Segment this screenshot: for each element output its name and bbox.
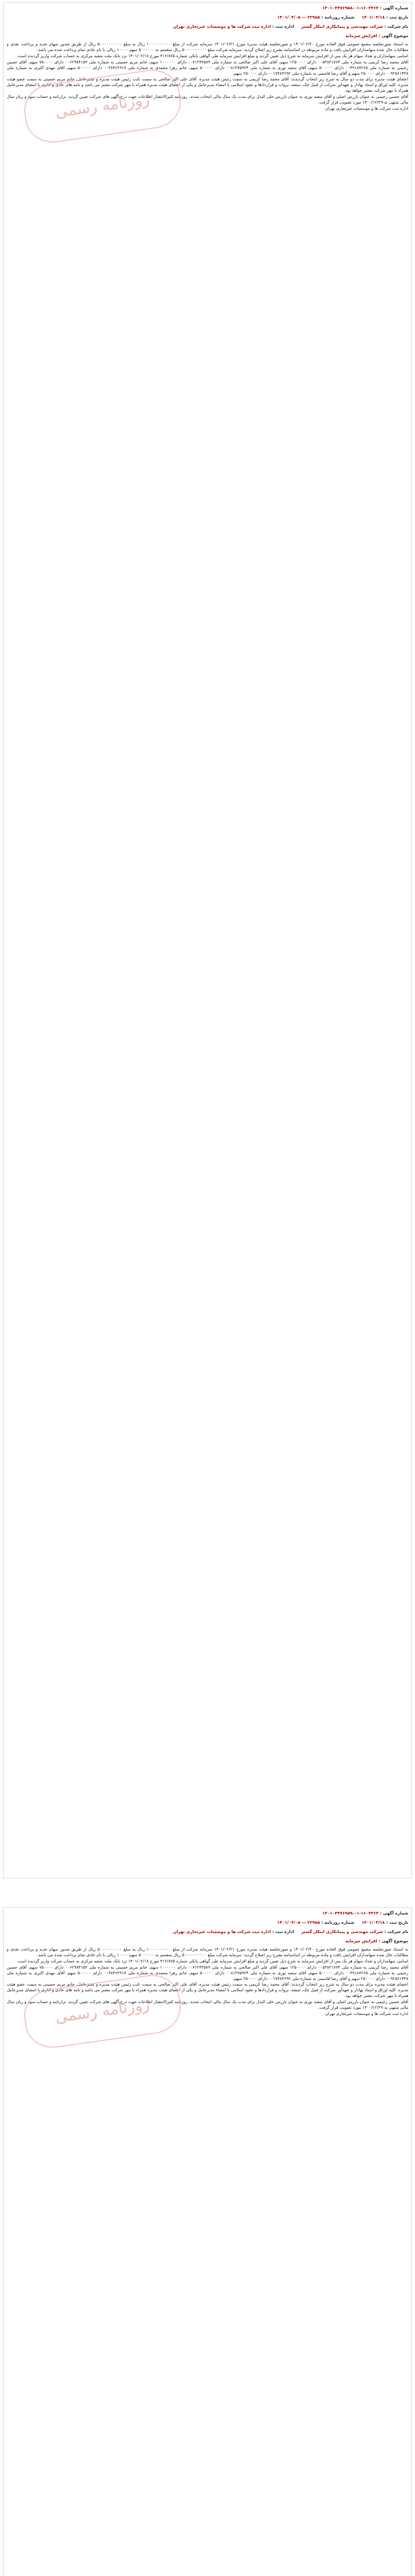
company-value: شرکت مهندسی و پیمانکاری ابتکار گستر bbox=[301, 24, 383, 29]
serial-label: شماره آگهی : bbox=[379, 6, 408, 10]
notice-meta bbox=[4, 1908, 411, 1946]
paragraph: آقای محمد رضا کریمی به شماره ملی ۰۰۵۳۸۲۱۷۶۴ دارای ۱۲۵۰۰۰۰ سهم، آقای علی اکبر صالحی به شماره ملی ۰۰۷۱۲۴۳۵۸۹ دارای ۱۰۰۰۰۰۰ سهم، خانم مریم حسینی به شماره ملی ۰۰۶۲۹۸۴۱۵۳ دارای ۷۵۰۰۰۰ سهم، آقای حسین رحیمی به شماره ملی ۰۰۴۹۱۸۷۲۶۵ دارای ۵۰۰۰۰۰ سهم، آقای سعید نوری به شماره ملی ۰۰۸۱۳۷۵۹۲۴ دارای ۵۰۰۰۰۰ سهم، خانم زهرا محمدی به شماره ملی ۰۰۳۸۴۶۲۹۱۷ دارای ۵۰۰۰۰۰ سهم، آقای مهدی اکبری به شماره ملی ۰۰۹۲۵۶۱۴۳۸ دارای ۲۵۰۰۰۰ سهم و آقای رضا قاسمی به شماره ملی ۰۰۱۷۴۸۳۶۹۲ دارای ۲۵۰۰۰۰ سهم. bbox=[7, 1964, 409, 1981]
paragraph: به استناد صورتجلسه مجمع عمومی فوق العاده مورخ ۱۴۰۱/۰۲/۲۰ و صورتجلسه هیئت مدیره مورخ ۱۴۰۱/۰۲/۲۱ سرمایه شرکت از مبلغ ۱۰۰۰۰۰۰۰۰۰۰ ریال به مبلغ ۵۰۰۰۰۰۰۰۰۰۰ ریال از طریق صدور سهام جدید و پرداخت نقدی و مطالبات حال شده سهامداران افزایش یافت و ماده مربوطه در اساسنامه بشرح زیر اصلاح گردید: سرمایه شرکت مبلغ ۵۰۰۰۰۰۰۰۰۰۰ ریال منقسم به ۵۰۰۰۰۰۰ سهم ۱۰۰۰۰ ریالی با نام عادی تمام پرداخت شده می باشد. bbox=[7, 1947, 408, 1957]
company-value: شرکت مهندسی و پیمانکاری ابتکار گستر bbox=[301, 1929, 383, 1934]
subject-value: افزایش سرمایه bbox=[345, 33, 377, 38]
notice-separator bbox=[0, 1878, 415, 1906]
newspaper-value: ۲۲۹۸۵ — ۱۴۰۱/۰۴/۰۵ bbox=[277, 1920, 320, 1925]
serial-label: شماره آگهی : bbox=[379, 1911, 408, 1916]
paragraph: به استناد صورتجلسه مجمع عمومی فوق العاده مورخ ۱۴۰۱/۰۲/۲۰ و صورتجلسه هیئت مدیره مورخ ۱۴۰۱/۰۲/۲۱ سرمایه شرکت از مبلغ ۱۰۰۰۰۰۰۰۰۰۰ ریال به مبلغ ۵۰۰۰۰۰۰۰۰۰۰ ریال از طریق صدور سهام جدید و پرداخت نقدی و مطالبات حال شده سهامداران افزایش یافت و ماده مربوطه در اساسنامه بشرح زیر اصلاح گردید: سرمایه شرکت مبلغ ۵۰۰۰۰۰۰۰۰۰۰ ریال منقسم به ۵۰۰۰۰۰۰ سهم ۱۰۰۰۰ ریالی با نام عادی تمام پرداخت شده می باشد. bbox=[7, 42, 408, 52]
paragraph: آقای حسین رحیمی به عنوان بازرس اصلی و آقای سعید نوری به عنوان بازرس علی البدل برای مدت یک سال مالی انتخاب شدند. روزنامه کثیرالانتشار اطلاعات جهت درج آگهی های شرکت تعیین گردید. ترازنامه و حساب سود و زیان سال مالی منتهی به ۱۴۰۰/۱۲/۲۹ مورد تصویب قرار گرفت. bbox=[7, 1999, 408, 2010]
meta-row-2 bbox=[7, 1918, 408, 1927]
subject-label: موضوع آگهی : bbox=[378, 1939, 408, 1943]
serial-value: ۱۶۰۳۳۶۳-۰۱-۱۴۰۱۰۳۴۷۶۹۵۸ bbox=[322, 6, 379, 10]
paragraph: آقای حسین رحیمی به عنوان بازرس اصلی و آقای سعید نوری به عنوان بازرس علی البدل برای مدت یک سال مالی انتخاب شدند. روزنامه کثیرالانتشار اطلاعات جهت درج آگهی های شرکت تعیین گردید. ترازنامه و حساب سود و زیان سال مالی منتهی به ۱۴۰۰/۱۲/۲۹ مورد تصویب قرار گرفت. bbox=[7, 94, 408, 105]
date-value: ۱۴۰۱/۰۳/۱۸ bbox=[361, 1920, 385, 1925]
date-value: ۱۴۰۱/۰۳/۱۸ bbox=[361, 15, 385, 20]
paragraph: اداره ثبت شرکت ها و موسسات غیرتجاری تهران bbox=[325, 106, 408, 111]
meta-row-2 bbox=[7, 13, 408, 22]
notice-body bbox=[4, 1946, 411, 2027]
meta-row-3 bbox=[7, 22, 408, 31]
subject-value: افزایش سرمایه bbox=[345, 1939, 377, 1943]
newspaper-value: ۲۲۹۸۵ — ۱۴۰۱/۰۴/۰۵ bbox=[277, 15, 320, 20]
meta-row-4 bbox=[7, 1937, 408, 1946]
newspaper-label: شماره روزنامه : bbox=[321, 1920, 355, 1925]
newspaper-label: شماره روزنامه : bbox=[321, 15, 355, 20]
office-value: اداره ثبت شرکت ها و موسسات غیرتجاری تهران bbox=[172, 24, 271, 29]
date-label: تاریخ ثبت : bbox=[386, 15, 408, 20]
meta-row-4 bbox=[7, 31, 408, 41]
serial-value: ۱۶۰۳۳۶۴-۰۱-۱۴۰۱۰۳۴۷۶۹۵۹ bbox=[322, 1911, 379, 1916]
notice-2 bbox=[3, 1907, 412, 2576]
meta-row-1 bbox=[7, 4, 408, 13]
meta-row-1 bbox=[7, 1909, 408, 1918]
office-label: اداره ثبت : bbox=[272, 1929, 295, 1934]
paragraph: اسامی سهامداران و تعداد سهام هر یک پس از افزایش سرمایه به شرح ذیل تعیین گردید و مبلغ افزایش سرمایه طی گواهی بانکی شماره ۴۱۲/۸۷۵ مورخ ۱۴۰۱/۰۲/۱۸ نزد بانک ملت شعبه مرکزی به حساب شرکت واریز گردیده است. bbox=[16, 1958, 408, 1963]
date-label: تاریخ ثبت : bbox=[386, 1920, 408, 1925]
company-label: نام شرکت : bbox=[384, 1929, 408, 1934]
notice-meta bbox=[4, 3, 411, 41]
notice-body bbox=[4, 41, 411, 122]
subject-label: موضوع آگهی : bbox=[378, 33, 408, 38]
meta-row-3 bbox=[7, 1927, 408, 1937]
office-value: اداره ثبت شرکت ها و موسسات غیرتجاری تهران bbox=[172, 1929, 271, 1934]
paragraph: آقای محمد رضا کریمی به شماره ملی ۰۰۵۳۸۲۱۷۶۴ دارای ۱۲۵۰۰۰۰ سهم، آقای علی اکبر صالحی به شماره ملی ۰۰۷۱۲۴۳۵۸۹ دارای ۱۰۰۰۰۰۰ سهم، خانم مریم حسینی به شماره ملی ۰۰۶۲۹۸۴۱۵۳ دارای ۷۵۰۰۰۰ سهم، آقای حسین رحیمی به شماره ملی ۰۰۴۹۱۸۷۲۶۵ دارای ۵۰۰۰۰۰ سهم، آقای سعید نوری به شماره ملی ۰۰۸۱۳۷۵۹۲۴ دارای ۵۰۰۰۰۰ سهم، خانم زهرا محمدی به شماره ملی ۰۰۳۸۴۶۲۹۱۷ دارای ۵۰۰۰۰۰ سهم، آقای مهدی اکبری به شماره ملی ۰۰۹۲۵۶۱۴۳۸ دارای ۲۵۰۰۰۰ سهم و آقای رضا قاسمی به شماره ملی ۰۰۱۷۴۸۳۶۹۲ دارای ۲۵۰۰۰۰ سهم. bbox=[7, 59, 409, 76]
office-label: اداره ثبت : bbox=[272, 24, 295, 29]
notice-1 bbox=[3, 2, 412, 1878]
watermark-stamp: روزنامه رسمی bbox=[21, 1971, 184, 2051]
paragraph: اعضای هیئت مدیره برای مدت دو سال به شرح زیر انتخاب گردیدند: آقای محمد رضا کریمی به سمت رئیس هیئت مدیره، آقای علی اکبر صالحی به سمت نایب رئیس هیئت مدیره و مدیرعامل، خانم مریم حسینی به سمت عضو هیئت مدیره. کلیه اوراق و اسناد بهادار و تعهدآور شرکت از قبیل چک، سفته، بروات و قراردادها و عقود اسلامی با امضاء مدیرعامل و یکی از اعضای هیئت مدیره همراه با مهر شرکت معتبر می باشد و نامه های عادی و اداری با امضای مدیرعامل همراه با مهر شرکت معتبر خواهد بود. bbox=[7, 77, 408, 93]
watermark-stamp: روزنامه رسمی bbox=[21, 66, 184, 146]
paragraph: اداره ثبت شرکت ها و موسسات غیرتجاری تهران bbox=[325, 2011, 408, 2016]
paragraph: اعضای هیئت مدیره برای مدت دو سال به شرح زیر انتخاب گردیدند: آقای محمد رضا کریمی به سمت رئیس هیئت مدیره، آقای علی اکبر صالحی به سمت نایب رئیس هیئت مدیره و مدیرعامل، خانم مریم حسینی به سمت عضو هیئت مدیره. کلیه اوراق و اسناد بهادار و تعهدآور شرکت از قبیل چک، سفته، بروات و قراردادها و عقود اسلامی با امضاء مدیرعامل و یکی از اعضای هیئت مدیره همراه با مهر شرکت معتبر می باشد و نامه های عادی و اداری با امضای مدیرعامل همراه با مهر شرکت معتبر خواهد بود. bbox=[7, 1982, 408, 1998]
paragraph: اسامی سهامداران و تعداد سهام هر یک پس از افزایش سرمایه به شرح ذیل تعیین گردید و مبلغ افزایش سرمایه طی گواهی بانکی شماره ۴۱۲/۸۷۵ مورخ ۱۴۰۱/۰۲/۱۸ نزد بانک ملت شعبه مرکزی به حساب شرکت واریز گردیده است. bbox=[16, 53, 408, 58]
company-label: نام شرکت : bbox=[384, 24, 408, 29]
